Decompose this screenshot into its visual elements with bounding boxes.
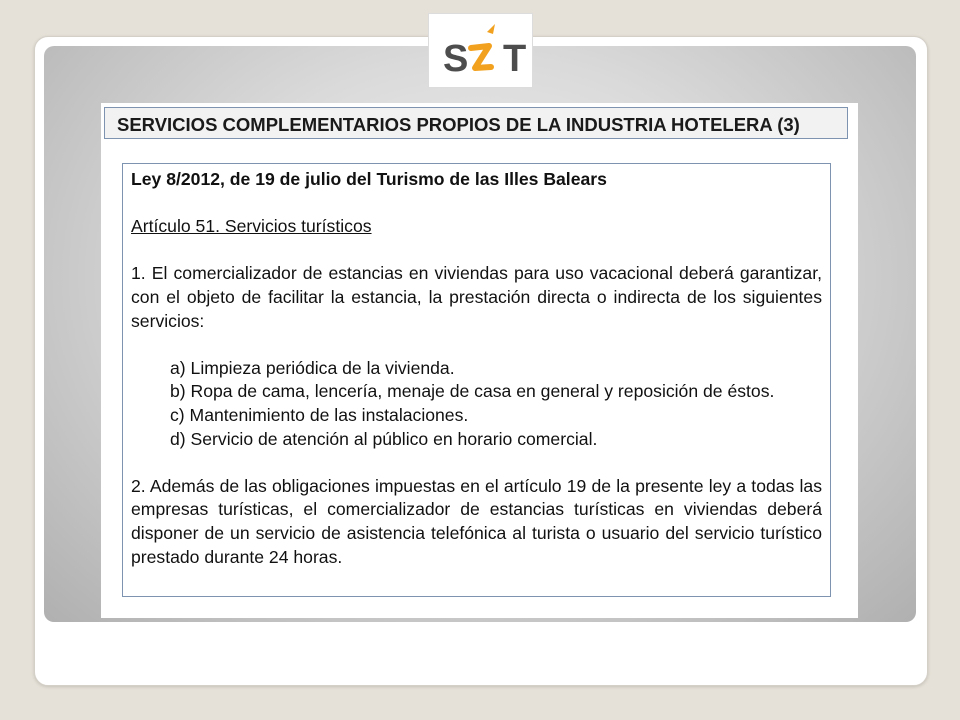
svg-text:S: S <box>443 38 469 80</box>
list-item: b) Ropa de cama, lencería, menaje de casa en general y reposición de éstos. <box>170 381 775 402</box>
szt-logo-icon <box>429 14 534 89</box>
logo <box>428 13 533 88</box>
svg-text:T: T <box>503 38 527 80</box>
list-item: a) Limpieza periódica de la vivienda. <box>170 357 455 378</box>
paragraph-1: 1. El comercializador de estancias en viviendas para uso vacacional deberá garantizar, con el objeto de facilitar la estancia, la prestación directa o indirecta de los siguientes servicios: <box>131 263 822 331</box>
paragraph-2: 2. Además de las obligaciones impuestas en el artículo 19 de la presente ley a todas las empresas turísticas, el comercializador de estancias turísticas en viviendas deberá disponer de un servicio de asistencia telefónica al turista o usuario del servicio turístico prestado durante 24 horas. <box>131 475 822 567</box>
article-title: Artículo 51. Servicios turísticos <box>131 216 372 237</box>
slide-title: SERVICIOS COMPLEMENTARIOS PROPIOS DE LA INDUSTRIA HOTELERA (3) <box>104 107 848 139</box>
services-list <box>131 357 822 451</box>
law-excerpt-box <box>122 163 831 597</box>
list-item: d) Servicio de atención al público en horario comercial. <box>170 428 598 449</box>
law-title: Ley 8/2012, de 19 de julio del Turismo de las Illes Balears <box>131 169 607 189</box>
list-item: c) Mantenimiento de las instalaciones. <box>170 404 469 425</box>
